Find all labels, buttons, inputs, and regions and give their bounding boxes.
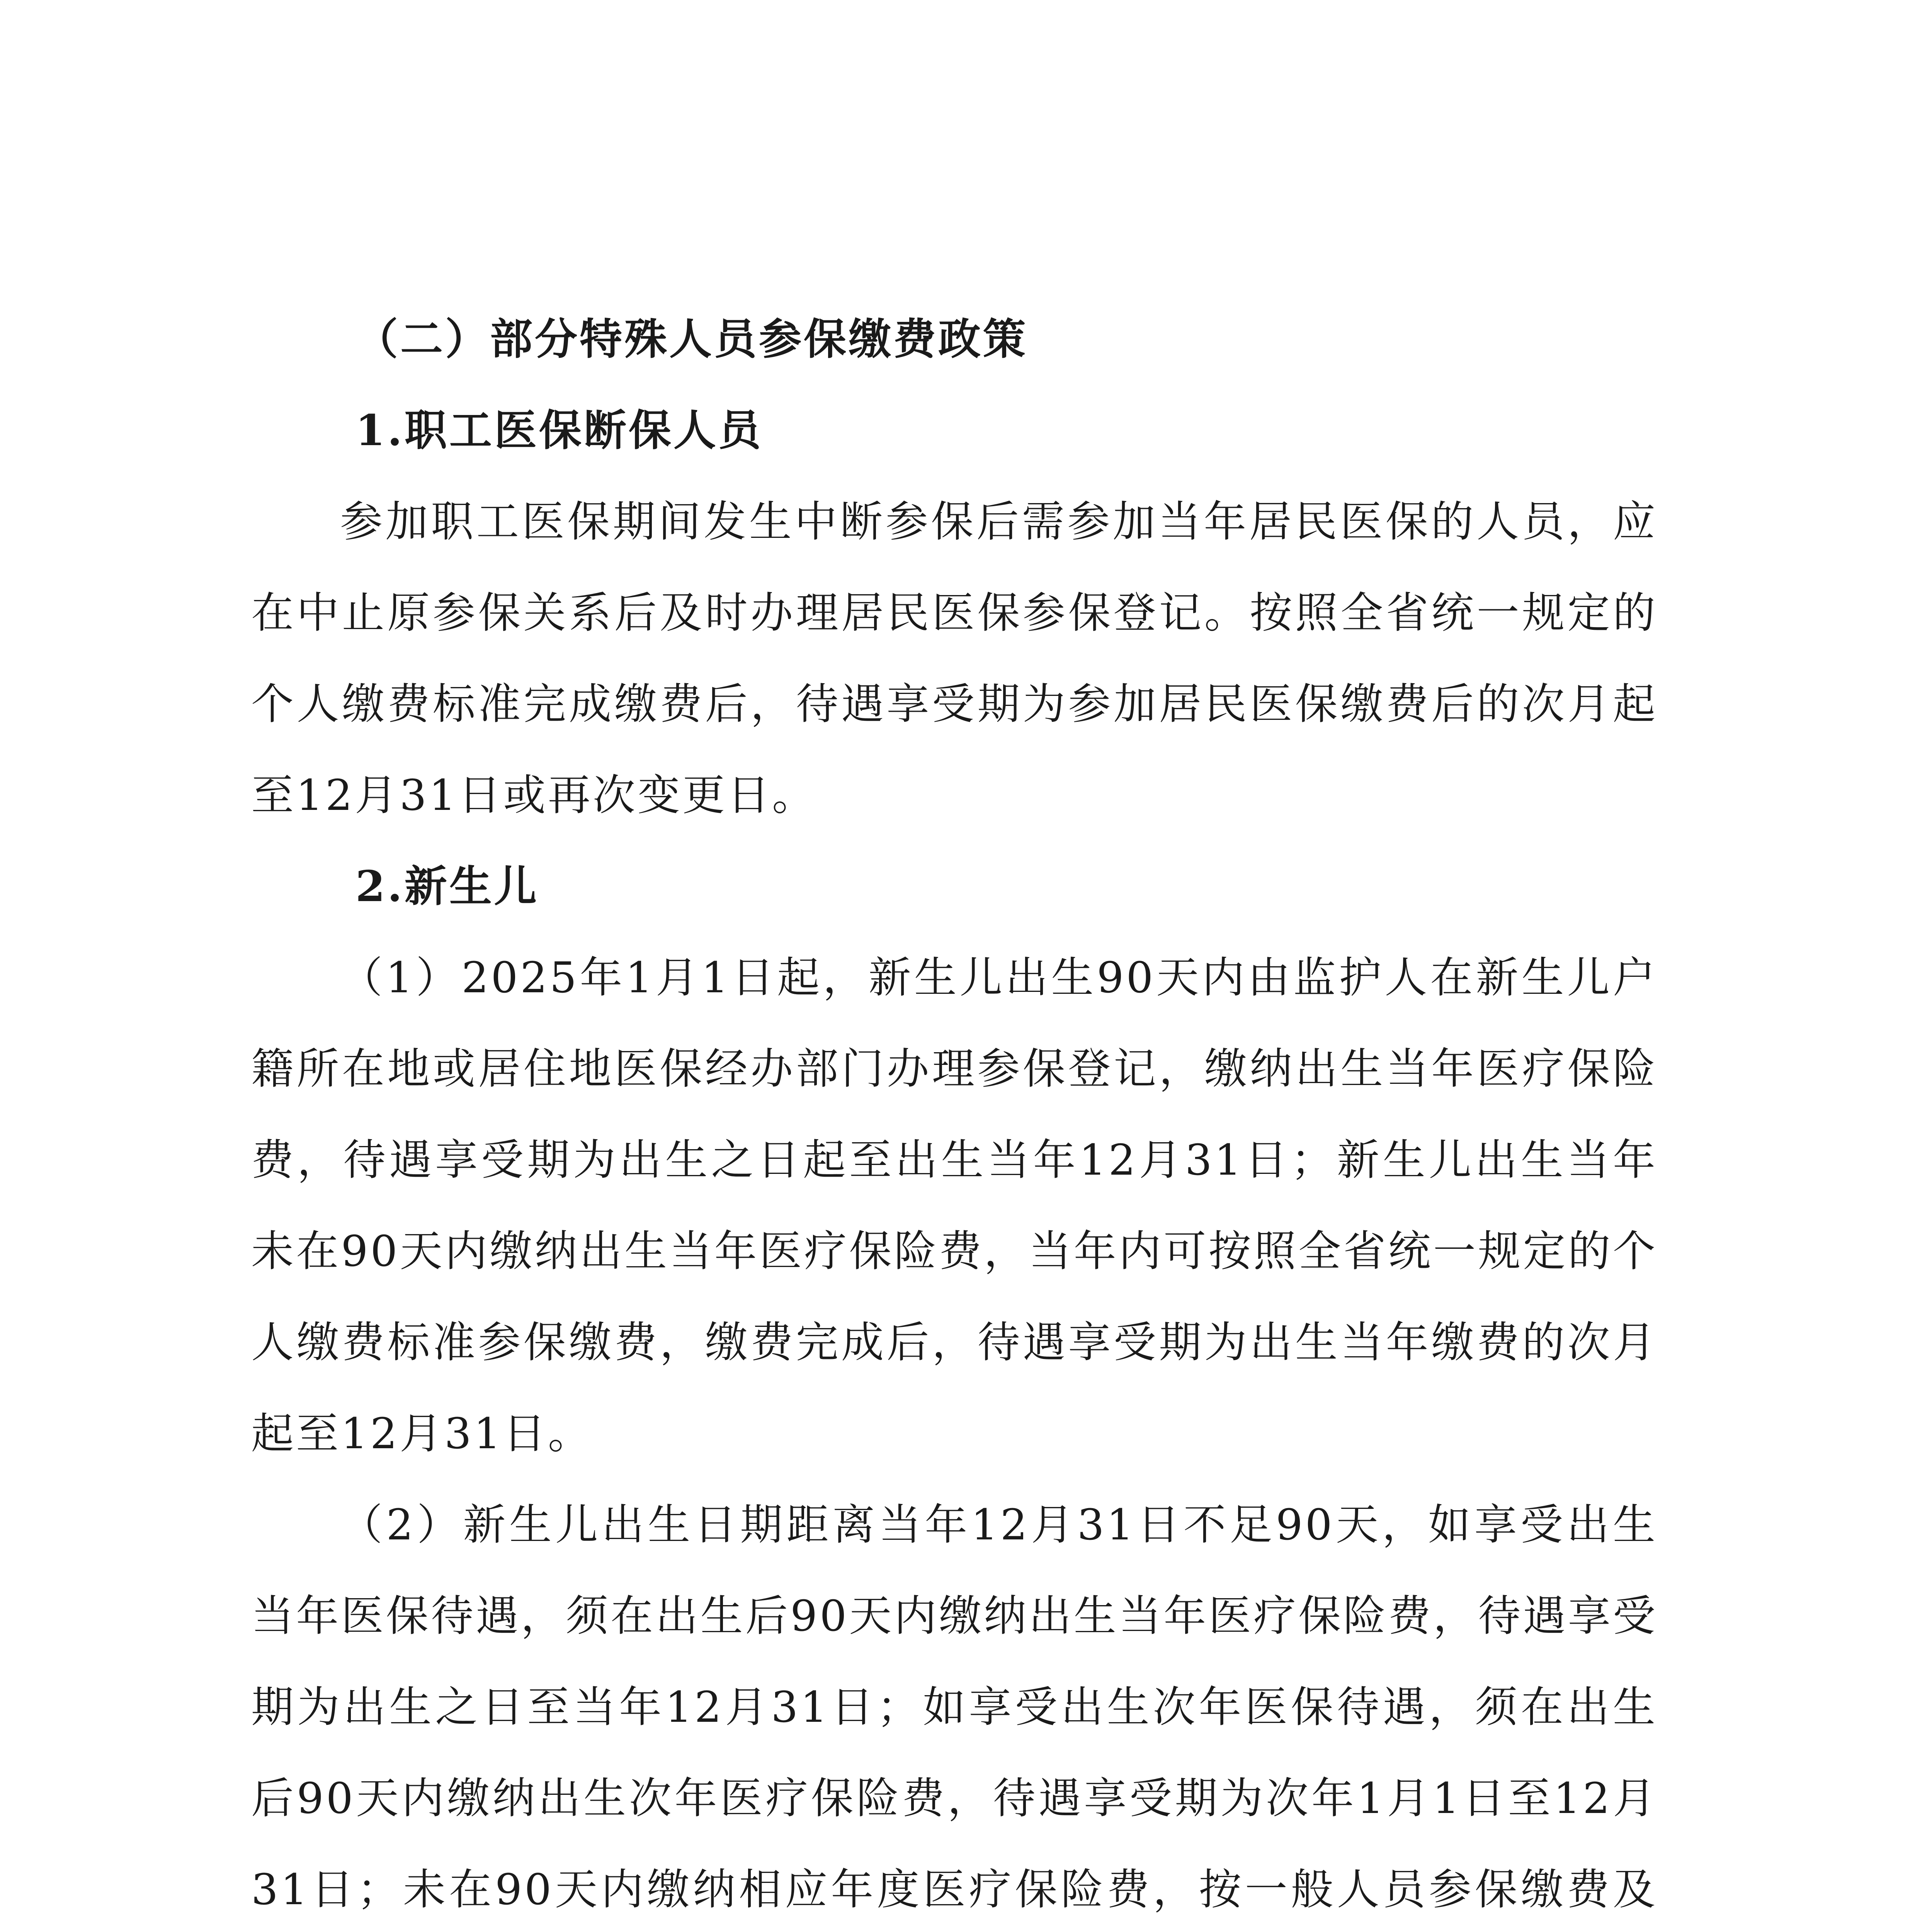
paragraph-newborn-1: （1）2025年1月1日起，新生儿出生90天内由监护人在新生儿户籍所在地或居住地医保经办部门办理参保登记，缴纳出生当年医疗保险费，待遇享受期为出生之日起至出生当年12月31日；新生儿出生当年未在90天内缴纳出生当年医疗保险费，当年内可按照全省统一规定的个人缴费标准参保缴费，缴费完成后，待遇享受期为出生当年缴费的次月起至12月31日。 xyxy=(251,953,1658,1458)
subsection-heading-2: 2.新生儿 xyxy=(355,861,539,911)
document-body xyxy=(251,294,1658,1932)
paragraph-newborn-2: （2）新生儿出生日期距离当年12月31日不足90天，如享受出生当年医保待遇，须在出生后90天内缴纳出生当年医疗保险费，待遇享受期为出生之日至当年12月31日；如享受出生次年医保待遇，须在出生后90天内缴纳出生次年医疗保险费，待遇享受期为次年1月1日至12月31日；未在90天内缴纳相应年度医疗保险费，按一般人员参保缴费及 xyxy=(251,1500,1658,1914)
section-heading: （二）部分特殊人员参保缴费政策 xyxy=(355,314,1028,364)
subsection-heading-1: 1.职工医保断保人员 xyxy=(355,405,763,455)
paragraph-suspended-insurance: 参加职工医保期间发生中断参保后需参加当年居民医保的人员，应在中止原参保关系后及时办理居民医保参保登记。按照全省统一规定的个人缴费标准完成缴费后，待遇享受期为参加居民医保缴费后的次月起至12月31日或再次变更日。 xyxy=(251,497,1658,820)
